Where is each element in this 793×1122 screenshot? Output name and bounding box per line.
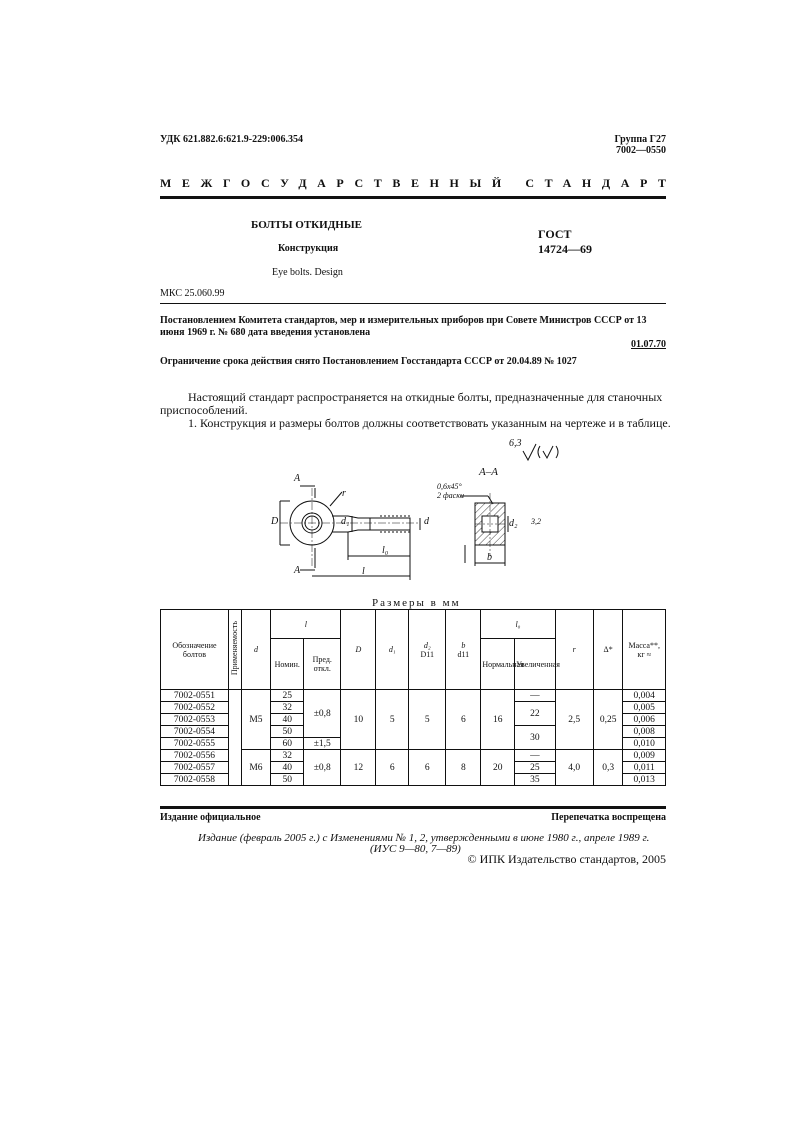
th-l0: l₀ bbox=[481, 610, 555, 639]
table-row: 7002-0555 60 ±1,5 0,010 bbox=[161, 738, 666, 750]
udk-code: УДК 621.882.6:621.9-229:006.354 bbox=[160, 134, 303, 145]
group-code: Группа Г27 bbox=[614, 134, 666, 145]
section-mark-top: А bbox=[294, 473, 301, 484]
th-delta: Δ* bbox=[593, 610, 623, 690]
document-subtitle: Конструкция bbox=[278, 243, 339, 254]
mks-code: МКС 25.060.99 bbox=[160, 288, 225, 299]
body-paragraph-1: Настоящий стандарт распространяется на откидные болты, предназначенные для станочных приспособлений. bbox=[160, 390, 663, 417]
dim-d: d bbox=[424, 516, 429, 527]
th-d1: d₁ bbox=[376, 610, 409, 690]
rough-3-2: 3,2 bbox=[531, 517, 541, 526]
th-D: D bbox=[341, 610, 376, 690]
dim-b: b bbox=[487, 552, 492, 563]
th-r: r bbox=[555, 610, 593, 690]
section-label: А–А bbox=[479, 466, 498, 478]
dim-D: D bbox=[271, 516, 279, 527]
th-d: d bbox=[241, 610, 271, 690]
th-nom: Номин. bbox=[271, 639, 304, 690]
title-english: Eye bolts. Design bbox=[272, 267, 343, 278]
official-edition: Издание официальное bbox=[160, 812, 261, 823]
chamfer-label-2: 2 фаски bbox=[437, 491, 464, 500]
th-designation: Обозначение болтов bbox=[161, 610, 229, 690]
dim-r: r bbox=[342, 488, 346, 499]
gost-number: 14724—69 bbox=[538, 242, 592, 256]
product-code: 7002—0550 bbox=[616, 145, 666, 156]
th-tol: Пред. откл. bbox=[304, 639, 341, 690]
document-title: БОЛТЫ ОТКИДНЫЕ bbox=[251, 219, 362, 231]
dim-l: l bbox=[362, 566, 365, 577]
bolt-drawing bbox=[260, 438, 560, 588]
dim-l0: l₀ bbox=[382, 545, 389, 556]
mks-rule bbox=[160, 303, 666, 304]
limitation-text: Ограничение срока действия снято Постановлением Госстандарта СССР от 20.04.89 № 1027 bbox=[160, 356, 577, 367]
header-rule bbox=[160, 196, 666, 199]
table-row: 7002-0553 40 0,006 bbox=[161, 714, 666, 726]
table-row: 7002-0558 50 35 0,013 bbox=[161, 774, 666, 786]
th-b: b d11 bbox=[446, 610, 481, 690]
body-paragraph-2: 1. Конструкция и размеры болтов должны соответствовать указанным на чертеже и в таблице. bbox=[188, 416, 671, 430]
table-row: 7002-0557 40 25 0,011 bbox=[161, 762, 666, 774]
section-mark-bottom: А bbox=[294, 565, 301, 576]
copyright: © ИПК Издательство стандартов, 2005 bbox=[467, 852, 666, 866]
th-l: l bbox=[271, 610, 341, 639]
edition-note: Издание (февраль 2005 г.) с Изменениями № 1, 2, утвержденными в июне 1980 г., апреле 1989 г. bbox=[198, 832, 650, 844]
th-extended: Увеличенная bbox=[515, 639, 555, 690]
dim-d2: d₂ bbox=[509, 518, 518, 529]
roughness-label: 6,3 bbox=[509, 438, 522, 449]
gost-label: ГОСТ bbox=[538, 227, 572, 241]
chamfer-label-1: 0,6х45° bbox=[437, 482, 462, 491]
reprint-notice: Перепечатка воспрещена bbox=[551, 812, 666, 823]
resolution-text: Постановлением Комитета стандартов, мер и измерительных приборов при Совете Министров СССР от 13 июня 1969 г. № 680 дата введения установлена bbox=[160, 315, 647, 338]
ius-note: (ИУС 9—80, 7—89) bbox=[370, 843, 461, 855]
table-row: 7002-0551 M5 25 ±0,8 10 5 5 6 16 — 2,5 0,25 0,004 bbox=[161, 690, 666, 702]
dimensions-table bbox=[160, 609, 666, 786]
th-normal: Нормальная bbox=[481, 639, 515, 690]
table-row: 7002-0552 32 22 0,005 bbox=[161, 702, 666, 714]
intro-date: 01.07.70 bbox=[631, 339, 666, 350]
table-row: 7002-0554 50 30 0,008 bbox=[161, 726, 666, 738]
table-row: 7002-0556 M6 32 ±0,8 12 6 6 8 20 — 4,0 0,3 0,009 bbox=[161, 750, 666, 762]
interstate-standard: МЕЖГОСУДАРСТВЕННЫЙ СТАНДАРТ bbox=[160, 176, 677, 190]
th-applicability: Применяемость bbox=[228, 610, 241, 690]
dim-d1: d₁ bbox=[341, 516, 350, 527]
th-d2: d₂ D11 bbox=[409, 610, 446, 690]
table-caption: Размеры в мм bbox=[372, 597, 461, 609]
th-mass: Масса**, кг ≈ bbox=[623, 610, 666, 690]
footer-rule bbox=[160, 806, 666, 809]
